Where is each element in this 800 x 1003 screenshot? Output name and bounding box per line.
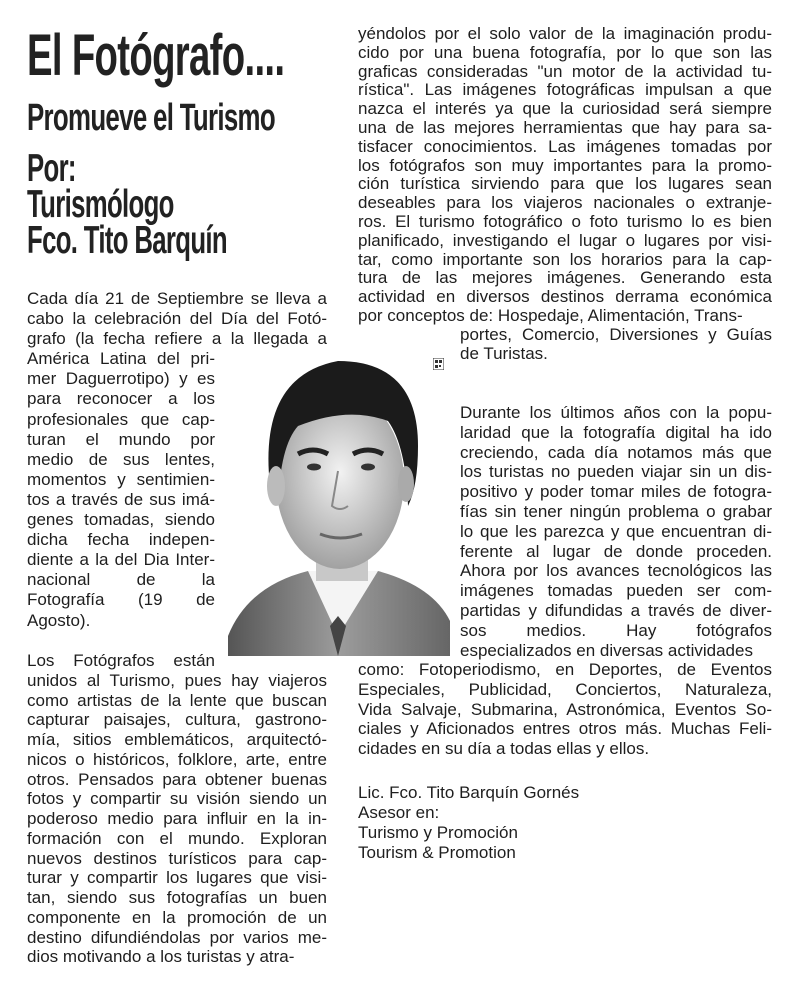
text-line: Agosto). — [27, 610, 91, 630]
text-line: mer Daguerrotipo) y es — [27, 369, 215, 389]
text-line: cido por una buena fotografía, por lo que son las — [358, 42, 772, 62]
signature — [358, 783, 772, 863]
left-paragraph-2 — [27, 651, 327, 967]
text-line: especializados en diversas actividades — [460, 640, 753, 660]
text-line: graficas consideradas "un motor de la actividad tu- — [358, 61, 772, 81]
author-portrait — [228, 336, 450, 656]
text-line: ferente al lugar de donde proceden. — [460, 541, 772, 561]
text-line: de Turistas. — [460, 343, 548, 363]
text-line: nazca el interés ya que la curiosidad será siempre — [358, 99, 772, 119]
text-line: para reconocer a los — [27, 389, 215, 409]
text-line: fías sin tener ningún problema o grabar — [460, 501, 772, 521]
byline-name: Fco. Tito Barquín — [27, 219, 227, 262]
text-line: componente en la promoción de un — [27, 907, 327, 927]
text-line: ción turística sirviendo para que los lugares sean — [358, 174, 772, 194]
text-line: formación con el mundo. Exploran — [27, 828, 327, 848]
text-line: Ahora por los avances tecnológicos las — [460, 561, 772, 581]
text-line: portes, Comercio, Diversiones y Guías — [460, 325, 772, 344]
text-line: Durante los últimos años con la popu- — [460, 403, 772, 422]
text-line: cidades en su día a todas ellas y ellos. — [358, 739, 650, 759]
byline-title: Turismólogo — [27, 183, 174, 226]
text-line: América Latina del pri- — [27, 349, 215, 369]
text-line: una de las mejores herramientas que hay para sa- — [358, 117, 772, 137]
text-line: Asesor en: — [358, 803, 440, 822]
article-subtitle: Promueve el Turismo — [27, 97, 275, 139]
text-line: Fotografía (19 de — [27, 590, 215, 610]
text-line: capturar paisajes, cultura, gastrono- — [27, 710, 327, 730]
text-line: unidos al Turismo, pues hay viajeros — [27, 670, 327, 690]
text-line: tar, como importante son los horarios para la cap- — [358, 249, 772, 269]
text-line: fotos y compartir su visión siendo un — [27, 789, 327, 809]
text-line: profesionales que cap- — [27, 409, 215, 429]
text-line: mía, sitios emblemáticos, arquitectó- — [27, 730, 327, 749]
text-line: nicos o históricos, folklore, arte, entre — [27, 749, 327, 769]
text-line: genes tomadas, siendo — [27, 510, 215, 530]
text-line: turan el mundo por — [27, 429, 215, 449]
text-line: medio de sus lentes, — [27, 449, 215, 469]
text-line: nuevos destinos turísticos para cap- — [27, 848, 327, 868]
right-paragraph-2 — [460, 403, 772, 660]
text-line: Vida Salvaje, Submarina, Astronómica, Eventos So- — [358, 699, 772, 719]
text-line: cabo la celebración del Día del Fotó- — [27, 309, 327, 329]
text-line: turar y compartir los lugares que visi- — [27, 868, 327, 888]
text-line: laridad que la fotografía digital ha ido — [460, 422, 772, 442]
text-line: tan, siendo sus fotografías un buen — [27, 888, 327, 907]
text-line: destino difundiéndolas por varios me- — [27, 927, 327, 947]
text-line: planificado, investigando el lugar o lugares por visi- — [358, 230, 772, 250]
text-line: otros. Pensados para obtener buenas — [27, 769, 327, 789]
text-line: por conceptos de: Hospedaje, Alimentación, Trans- — [358, 305, 743, 325]
text-line: creciendo, cada día notamos más que — [460, 442, 772, 462]
text-line: grafo (la fecha refiere a la llegada a — [27, 329, 327, 349]
text-line: partidas y difundidas a través de diver- — [460, 600, 772, 620]
right-paragraph-1-continued — [460, 326, 772, 364]
text-line: diente a la del Dia Inter- — [27, 550, 215, 570]
byline-por: Por: — [27, 147, 76, 190]
qr-code-icon — [433, 358, 444, 370]
text-line: Lic. Fco. Tito Barquín Gornés — [358, 783, 580, 802]
text-line: Especiales, Publicidad, Conciertos, Naturaleza, — [358, 679, 772, 699]
text-line: momentos y sentimien- — [27, 469, 215, 489]
article-title: El Fotógrafo.... — [27, 23, 285, 88]
text-line: ros. El turismo fotográfico o foto turismo lo es bien — [358, 211, 772, 231]
text-line: yéndolos por el solo valor de la imaginación produ- — [358, 24, 772, 43]
text-line: tura de las mejores imágenes. Generando esta — [358, 268, 772, 288]
text-line: dicha fecha indepen- — [27, 530, 215, 550]
text-line: rística". Las imágenes fotográficas impulsan a que — [358, 80, 772, 100]
text-line: como: Fotoperiodismo, en Deportes, de Eventos — [358, 660, 772, 679]
text-line: como artistas de la lente que buscan — [27, 690, 327, 710]
text-line: lo que les parezca y que encuentran di- — [460, 521, 772, 541]
text-line: Cada día 21 de Septiembre se lleva a — [27, 289, 327, 308]
text-line: positivo y poder tomar miles de fotogra- — [460, 482, 772, 502]
text-line: Los Fotógrafos están — [27, 651, 215, 670]
text-line: los fotógrafos son muy importantes para la promo- — [358, 155, 772, 175]
text-line: tisfacer conocimientos. Las imágenes tomadas por — [358, 136, 772, 156]
right-paragraph-1 — [358, 25, 772, 326]
text-line: dios motivando a los turistas y atra- — [27, 947, 295, 967]
right-paragraph-2-continued — [358, 660, 772, 759]
text-line: tos a través de sus imá- — [27, 489, 215, 509]
text-line: los turistas no pueden viajar sin un dis- — [460, 462, 772, 482]
text-line: imágenes tomadas pueden ser com- — [460, 581, 772, 601]
text-line: ciales y Aficionados entres otros más. Muchas Feli- — [358, 719, 772, 739]
text-line: Turismo y Promoción — [358, 823, 518, 842]
text-line: sos medios. Hay fotógrafos — [460, 620, 772, 640]
text-line: nacional de la — [27, 570, 215, 590]
text-line: deseables para los viajeros nacionales o extranje- — [358, 193, 772, 213]
text-line: poderoso medio para influir en la in- — [27, 809, 327, 828]
text-line: Tourism & Promotion — [358, 843, 516, 862]
text-line: actividad en diversos destinos derrama económica — [358, 287, 772, 307]
